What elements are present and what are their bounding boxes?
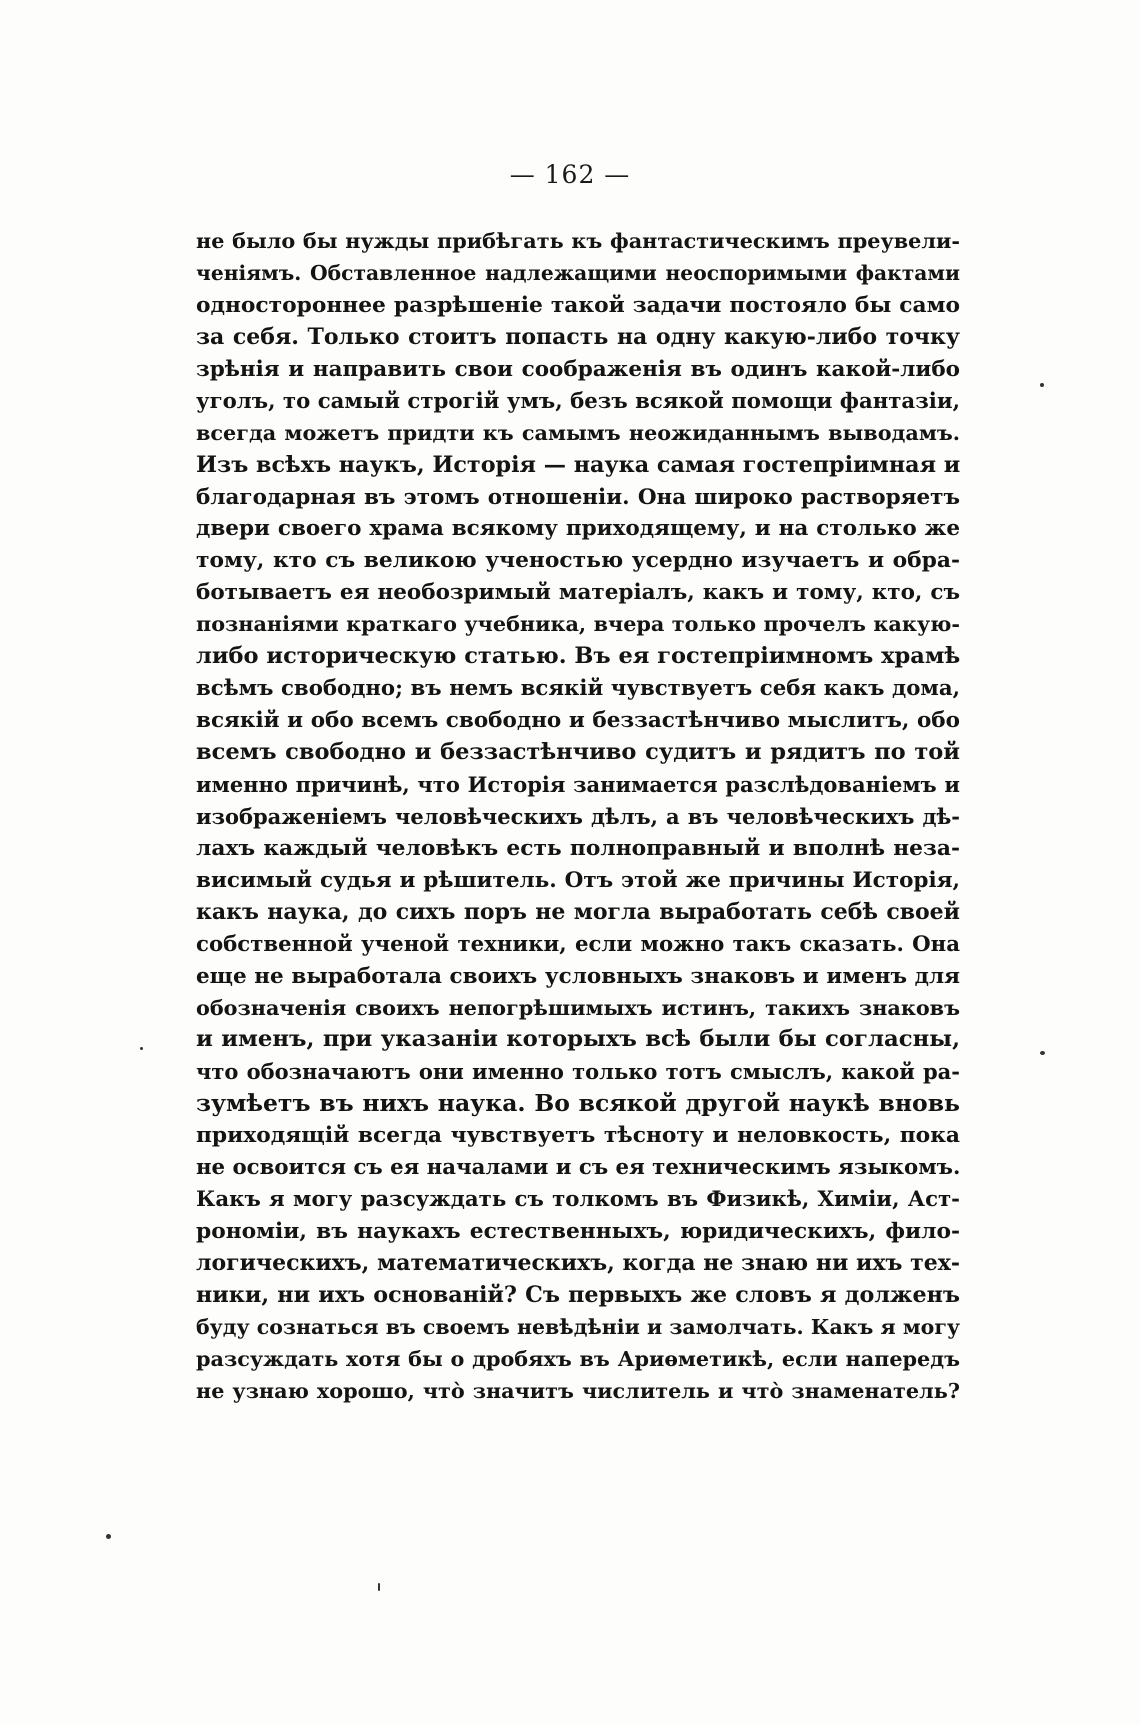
text-line: познаніями краткаго учебника, вчера только прочелъ какую-	[196, 612, 960, 637]
scan-speck	[1040, 1051, 1045, 1055]
scan-speck	[106, 1534, 111, 1539]
text-line: одностороннее разрѣшеніе такой задачи постояло бы само	[196, 292, 960, 318]
text-line: ботываетъ ея необозримый матеріалъ, какъ и тому, кто, съ	[196, 580, 960, 606]
text-line: еще не выработала своихъ условныхъ знаковъ и именъ для	[196, 963, 960, 989]
text-line: не освоится съ ея началами и съ ея техническимъ языкомъ.	[196, 1155, 960, 1181]
text-line: уголъ, то самый строгій умъ, безъ всякой помощи фантазіи,	[196, 388, 960, 414]
text-line: зумѣетъ въ нихъ наука. Во всякой другой наукѣ вновь	[196, 1089, 960, 1118]
text-line: не узнаю хорошо, что̀ значитъ числитель и что̀ знаменатель?	[196, 1378, 960, 1403]
scan-speck	[140, 1047, 143, 1050]
text-line: Изъ всѣхъ наукъ, Исторія — наука самая гостепріимная и	[196, 451, 960, 478]
text-line: всѣмъ свободно; въ немъ всякій чувствуетъ себя какъ дома,	[196, 676, 960, 702]
page-number: — 162 —	[509, 160, 631, 189]
text-line: изображеніемъ человѣческихъ дѣлъ, а въ человѣческихъ дѣ-	[196, 803, 960, 829]
text-line: приходящій всегда чувствуетъ тѣсноту и неловкость, пока	[196, 1123, 960, 1149]
text-line: рономіи, въ наукахъ естественныхъ, юридическихъ, фило-	[196, 1219, 960, 1245]
text-line: какъ наука, до сихъ поръ не могла выработать себѣ своей	[196, 898, 960, 925]
text-line: всемъ свободно и беззастѣнчиво судитъ и рядитъ по той	[196, 739, 960, 765]
text-line: буду сознаться въ своемъ невѣдѣніи и замолчать. Какъ я могу	[196, 1314, 960, 1339]
text-line: двери своего храма всякому приходящему, и на столько же	[196, 516, 960, 542]
text-line: либо историческую статью. Въ ея гостепріимномъ храмѣ	[196, 643, 960, 670]
text-line: всякій и обо всемъ свободно и беззастѣнчиво мыслитъ, обо	[196, 708, 960, 734]
text-line: собственной ученой техники, если можно такъ сказать. Она	[196, 931, 960, 957]
text-line: именно причинѣ, что Исторія занимается разслѣдованіемъ и	[196, 771, 960, 797]
text-line: благодарная въ этомъ отношеніи. Она широко растворяетъ	[196, 484, 960, 510]
text-line: ченіямъ. Обставленное надлежащими неоспоримыми фактами	[196, 260, 960, 285]
text-line: лахъ каждый человѣкъ есть полноправный и вполнѣ неза-	[196, 835, 960, 861]
text-line: Какъ я могу разсуждать съ толкомъ въ Физикѣ, Химіи, Аст-	[196, 1187, 960, 1213]
text-line: что обозначаютъ они именно только тотъ смыслъ, какой ра-	[196, 1059, 960, 1085]
scan-speck	[1040, 383, 1044, 387]
text-line: ники, ни ихъ основаній? Съ первыхъ же словъ я долженъ	[196, 1281, 960, 1308]
text-line: зрѣнія и направить свои соображенія въ одинъ какой-либо	[196, 356, 960, 382]
body-text	[196, 226, 960, 1408]
text-line: разсуждать хотя бы о дробяхъ въ Ариѳметикѣ, если напередъ	[196, 1346, 960, 1371]
text-line: не было бы нужды прибѣгать къ фантастическимъ преувели-	[196, 229, 960, 253]
text-line: обозначенія своихъ непогрѣшимыхъ истинъ, такихъ знаковъ	[196, 995, 960, 1020]
text-line: всегда можетъ придти къ самымъ неожиданнымъ выводамъ.	[196, 420, 960, 445]
scan-speck	[378, 1583, 380, 1591]
text-line: за себя. Только стоитъ попасть на одну какую-либо точку	[196, 323, 960, 350]
text-line: висимый судья и рѣшитель. Отъ этой же причины Исторія,	[196, 867, 960, 893]
text-line: и именъ, при указаніи которыхъ всѣ были бы согласны,	[196, 1026, 960, 1053]
text-line: тому, кто съ великою ученостью усердно изучаетъ и обра-	[196, 548, 960, 574]
text-line: логическихъ, математическихъ, когда не знаю ни ихъ тех-	[196, 1250, 960, 1276]
